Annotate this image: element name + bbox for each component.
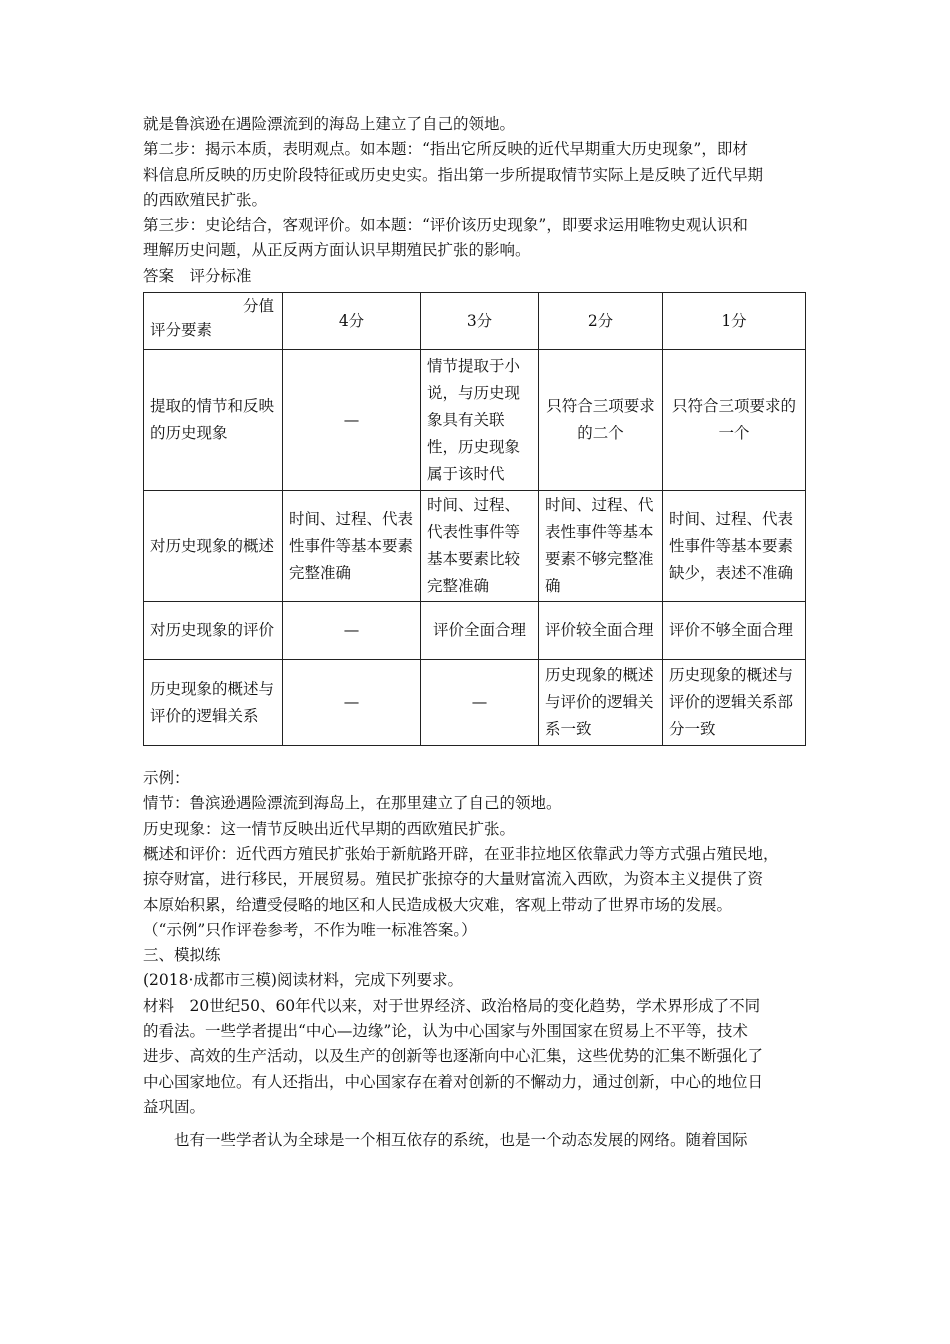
example-heading: 示例：: [143, 769, 190, 788]
text-line: 益巩固。: [143, 1097, 206, 1116]
text-line: 概述和评价：近代西方殖民扩张始于新航路开辟，在亚非拉地区依靠武力等方式强占殖民地，: [143, 844, 779, 863]
text-line: 情节：鲁滨逊遇险漂流到海岛上，在那里建立了自己的领地。: [143, 794, 562, 813]
text-line: (2018·成都市三模)阅读材料，完成下列要求。: [143, 971, 463, 990]
row-label: 对历史现象的概述: [144, 491, 283, 602]
text-line: 本原始积累，给遭受侵略的地区和人民造成极大灾难，客观上带动了世界市场的发展。: [143, 895, 733, 914]
row-label: 历史现象的概述与评价的逻辑关系: [144, 660, 283, 746]
table-cell: 时间、过程、代表性事件等基本要素不够完整准确: [539, 491, 663, 602]
text-line: 就是鲁滨逊在遇险漂流到的海岛上建立了自己的领地。: [143, 115, 516, 133]
text-line: 的看法。一些学者提出“中心—边缘”论，认为中心国家与外围国家在贸易上不平等，技术: [143, 1022, 748, 1041]
column-header: 3分: [421, 293, 539, 350]
table-cell: 时间、过程、代表性事件等基本要素比较完整准确: [421, 491, 539, 602]
column-header: 1分: [663, 293, 806, 350]
table-cell: 历史现象的概述与评价的逻辑关系部分一致: [663, 660, 806, 746]
scoring-table: [143, 292, 806, 746]
table-cell: 只符合三项要求的一个: [663, 350, 806, 491]
text-line: 进步、高效的生产活动，以及生产的创新等也逐渐向中心汇集，这些优势的汇集不断强化了: [143, 1047, 764, 1066]
table-cell: 情节提取于小说，与历史现象具有关联性，历史现象属于该时代: [421, 350, 539, 491]
text-line: 材料 20世纪50、60年代以来，对于世界经济、政治格局的变化趋势，学术界形成了不同: [143, 996, 761, 1015]
section-heading: 三、模拟练: [143, 946, 221, 965]
column-header: 2分: [539, 293, 663, 350]
text-line: （“示例”只作评卷参考，不作为唯一标准答案。）: [143, 920, 477, 939]
text-line: 也有一些学者认为全球是一个相互依存的系统，也是一个动态发展的网络。随着国际: [174, 1131, 748, 1150]
row-label: 对历史现象的评价: [144, 602, 283, 660]
text-line: 理解历史问题，从正反两方面认识早期殖民扩张的影响。: [143, 241, 531, 260]
table-row: [144, 350, 806, 491]
text-line: 第二步：揭示本质，表明观点。如本题：“指出它所反映的近代早期重大历史现象”，即材: [143, 140, 748, 159]
table-cell: —: [283, 350, 421, 491]
text-line: 历史现象：这一情节反映出近代早期的西欧殖民扩张。: [143, 819, 516, 838]
table-cell: 评价全面合理: [421, 602, 539, 660]
row-label: 提取的情节和反映的历史现象: [144, 350, 283, 491]
table-cell: 时间、过程、代表性事件等基本要素完整准确: [283, 491, 421, 602]
text-line: 第三步：史论结合，客观评价。如本题：“评价该历史现象”，即要求运用唯物史观认识和: [143, 216, 748, 235]
table-cell: 只符合三项要求的二个: [539, 350, 663, 491]
table-cell: —: [283, 660, 421, 746]
diagonal-header-cell: [144, 293, 283, 350]
table-cell: 历史现象的概述与评价的逻辑关系一致: [539, 660, 663, 746]
table-cell: 评价较全面合理: [539, 602, 663, 660]
header-value-label: 分值: [242, 297, 274, 316]
table-row: [144, 491, 806, 602]
table-header-row: [144, 293, 806, 350]
text-line: 的西欧殖民扩张。: [143, 190, 268, 209]
header-element-label: 评分要素: [150, 321, 213, 340]
answer-heading: 答案 评分标准: [143, 266, 252, 285]
column-header: 4分: [283, 293, 421, 350]
bottom-text: [143, 766, 808, 1153]
table-cell: —: [283, 602, 421, 660]
table-cell: —: [421, 660, 539, 746]
text-line: 掠夺财富，进行移民，开展贸易。殖民扩张掠夺的大量财富流入西欧，为资本主义提供了资: [143, 870, 764, 889]
document-page: [143, 112, 808, 1154]
table-cell: 评价不够全面合理: [663, 602, 806, 660]
table-row: [144, 660, 806, 746]
text-line: 中心国家地位。有人还指出，中心国家存在着对创新的不懈动力，通过创新，中心的地位日: [143, 1072, 764, 1091]
text-line: 料信息所反映的历史阶段特征或历史史实。指出第一步所提取情节实际上是反映了近代早期: [143, 165, 764, 184]
top-text: [143, 112, 808, 289]
table-cell: 时间、过程、代表性事件等基本要素缺少，表述不准确: [663, 491, 806, 602]
table-row: [144, 602, 806, 660]
